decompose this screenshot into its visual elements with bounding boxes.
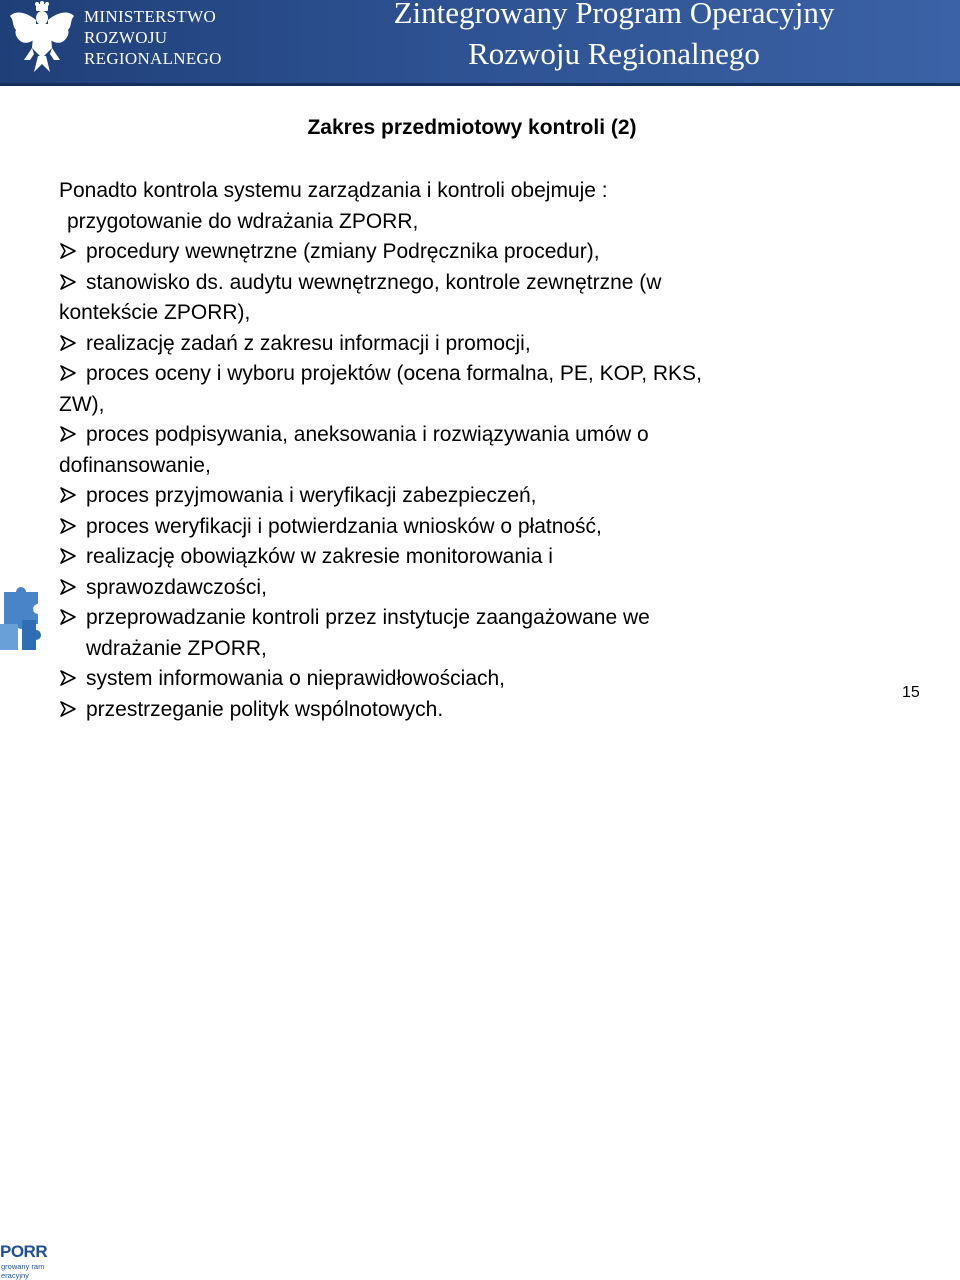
list-item-continuation: dofinansowanie,: [59, 453, 211, 477]
arrowhead-bullet-icon: [59, 542, 86, 573]
program-title: [334, 0, 894, 74]
page-number: 15: [902, 684, 920, 701]
list-item: przygotowanie do wdrażania ZPORR,: [67, 209, 419, 233]
list-item-text: system informowania o nieprawidłowościach,: [86, 667, 506, 690]
zporr-logo-text: PORR: [0, 1242, 48, 1261]
list-item: [59, 420, 859, 451]
arrowhead-bullet-icon: [59, 420, 86, 451]
zporr-logo: [0, 586, 52, 1280]
arrowhead-bullet-icon: [59, 481, 86, 512]
list-item: [59, 237, 859, 268]
list-item-text: proces oceny i wyboru projektów (ocena formalna, PE, KOP, RKS,: [86, 362, 702, 385]
list-item-text: procedury wewnętrzne (zmiany Podręcznika procedur),: [86, 240, 600, 263]
list-item-text: stanowisko ds. audytu wewnętrznego, kontrole zewnętrzne (w: [86, 270, 662, 294]
list-item: [59, 481, 859, 512]
arrowhead-bullet-icon: [59, 329, 86, 360]
arrowhead-bullet-icon: [59, 359, 86, 390]
list-item: [59, 603, 859, 634]
arrowhead-bullet-icon: [59, 603, 86, 634]
arrowhead-bullet-icon: [59, 695, 86, 726]
arrowhead-bullet-icon: [59, 512, 86, 543]
list-item-continuation: [59, 634, 859, 665]
list-item-text: realizację zadań z zakresu informacji i promocji,: [86, 331, 531, 355]
list-item-text: realizację obowiązków w zakresie monitorowania i: [86, 545, 553, 568]
slide-content: [59, 176, 859, 725]
list-item-text: przeprowadzanie kontroli przez instytucje zaangażowane we: [86, 606, 650, 629]
list-item-text: przestrzeganie polityk wspólnotowych.: [86, 697, 444, 721]
program-title-line-2: Rozwoju Regionalnego: [468, 36, 760, 71]
list-item-continuation: ZW),: [59, 392, 105, 416]
ministry-line-3: REGIONALNEGO: [84, 49, 222, 68]
slide-title: Zakres przedmiotowy kontroli (2): [307, 116, 637, 139]
zporr-logo-subtext: growany ram eracyjny: [1, 1262, 45, 1280]
list-item-text: wdrażanie ZPORR,: [86, 636, 267, 660]
header-banner: [0, 0, 960, 86]
list-item: [59, 268, 859, 299]
list-item: [59, 512, 859, 543]
arrowhead-bullet-icon: [59, 268, 86, 299]
ministry-line-2: ROZWOJU: [84, 28, 168, 47]
list-item-text: proces podpisywania, aneksowania i rozwiązywania umów o: [86, 423, 649, 446]
list-item-text: proces przyjmowania i weryfikacji zabezpieczeń,: [86, 484, 537, 507]
ministry-name: [84, 6, 222, 69]
list-item: [59, 329, 859, 360]
list-item: [59, 664, 859, 695]
program-title-line-1: Zintegrowany Program Operacyjny: [393, 0, 835, 30]
eagle-emblem-icon: [8, 2, 76, 74]
list-item: [59, 359, 859, 390]
puzzle-logo-icon: [0, 586, 52, 652]
list-item-text: proces weryfikacji i potwierdzania wniosków o płatność,: [86, 514, 602, 538]
list-item-continuation: kontekście ZPORR),: [59, 301, 251, 324]
list-item: [59, 573, 859, 604]
list-item: [59, 695, 859, 726]
intro-text: Ponadto kontrola systemu zarządzania i kontroli obejmuje :: [59, 179, 608, 202]
arrowhead-bullet-icon: [59, 664, 86, 695]
arrowhead-bullet-icon: [59, 573, 86, 604]
list-item: [59, 542, 859, 573]
ministry-line-1: MINISTERSTWO: [84, 7, 217, 26]
arrowhead-bullet-icon: [59, 237, 86, 268]
list-item-text: sprawozdawczości,: [86, 575, 267, 599]
